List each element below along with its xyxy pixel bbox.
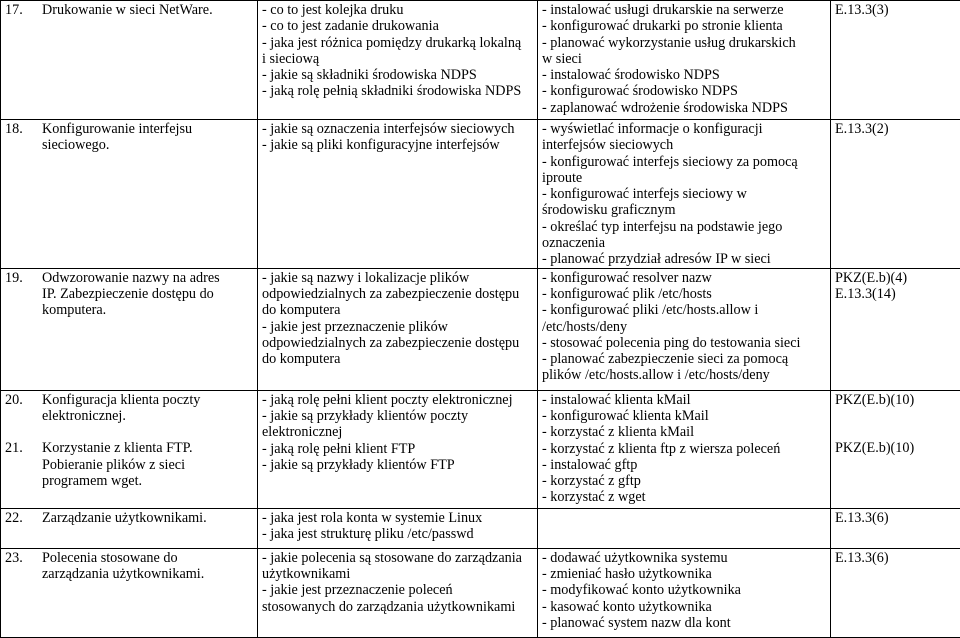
topic-title-continued: IP. Zabezpieczenie dostępu do xyxy=(5,286,253,302)
knowledge-cell xyxy=(258,120,538,269)
knowledge-line: elektronicznej xyxy=(262,424,533,440)
reference-code: E.13.3(3) xyxy=(835,2,956,18)
skill-line: - planować wykorzystanie usług drukarskich xyxy=(542,35,826,51)
reference-cell xyxy=(831,1,960,120)
knowledge-line: - jakie są oznaczenia interfejsów sieciowych xyxy=(262,121,533,137)
skill-line: - planować system nazw dla kont xyxy=(542,615,826,631)
skill-line: - planować przydział adresów IP w sieci xyxy=(542,251,826,267)
skill-line: plików /etc/hosts.allow i /etc/hosts/deny xyxy=(542,367,826,383)
skill-line: - konfigurować środowisko NDPS xyxy=(542,83,826,99)
knowledge-line: - jakie są pliki konfiguracyjne interfejsów xyxy=(262,137,533,153)
knowledge-line: użytkownikami xyxy=(262,566,533,582)
topic-title-continued: komputera. xyxy=(5,302,253,318)
skill-line: - planować zabezpieczenie sieci za pomocą xyxy=(542,351,826,367)
skill-line: - określać typ interfejsu na podstawie jego xyxy=(542,219,826,235)
topic-cell xyxy=(1,548,258,637)
skills-cell xyxy=(538,548,831,637)
knowledge-line: stosowanych do zarządzania użytkownikami xyxy=(262,599,533,615)
skill-line: środowisku graficznym xyxy=(542,202,826,218)
skills-cell xyxy=(538,268,831,390)
knowledge-cell xyxy=(258,508,538,548)
reference-code: E.13.3(6) xyxy=(835,510,956,526)
knowledge-line: - jakie są nazwy i lokalizacje plików xyxy=(262,270,533,286)
knowledge-line: - jakie są przykłady klientów poczty xyxy=(262,408,533,424)
topic-number: 20. xyxy=(5,392,42,408)
knowledge-cell xyxy=(258,268,538,390)
topic-title-continued: elektronicznej. xyxy=(5,408,253,424)
knowledge-line: - jakie polecenia są stosowane do zarządzania xyxy=(262,550,533,566)
skill-line: - instalować klienta kMail xyxy=(542,392,826,408)
knowledge-line: - jakie jest przeznaczenie poleceń xyxy=(262,582,533,598)
topic-title: Korzystanie z klienta FTP. xyxy=(42,440,193,456)
reference-cell xyxy=(831,120,960,269)
topic-title-continued: zarządzania użytkownikami. xyxy=(5,566,253,582)
table-row xyxy=(1,1,960,120)
reference-code: PKZ(E.b)(4) xyxy=(835,270,956,286)
skill-line: /etc/hosts/deny xyxy=(542,319,826,335)
skill-line: - konfigurować drukarki po stronie klienta xyxy=(542,18,826,34)
skill-line: - instalować usługi drukarskie na serwerze xyxy=(542,2,826,18)
skill-line: - instalować środowisko NDPS xyxy=(542,67,826,83)
topic-title-continued: sieciowego. xyxy=(5,137,253,153)
table-row xyxy=(1,390,960,508)
knowledge-line: - jakie są przykłady klientów FTP xyxy=(262,457,533,473)
topic-title: Drukowanie w sieci NetWare. xyxy=(42,2,213,18)
skills-cell xyxy=(538,1,831,120)
knowledge-line: odpowiedzialnych za zabezpieczenie dostępu xyxy=(262,335,533,351)
topic-title-continued: Pobieranie plików z sieci xyxy=(5,457,253,473)
topic-title: Odwzorowanie nazwy na adres xyxy=(42,270,220,286)
topic-title: Konfiguracja klienta poczty xyxy=(42,392,200,408)
skill-line: - korzystać z klienta kMail xyxy=(542,424,826,440)
skill-line: - modyfikować konto użytkownika xyxy=(542,582,826,598)
topic-title: Konfigurowanie interfejsu xyxy=(42,121,192,137)
skill-line: iproute xyxy=(542,170,826,186)
topic-cell xyxy=(1,120,258,269)
reference-code: PKZ(E.b)(10) xyxy=(835,440,956,456)
table-row xyxy=(1,268,960,390)
skill-line: - zaplanować wdrożenie środowiska NDPS xyxy=(542,100,826,116)
knowledge-line: odpowiedzialnych za zabezpieczenie dostępu xyxy=(262,286,533,302)
skill-line: w sieci xyxy=(542,51,826,67)
topic-cell xyxy=(1,1,258,120)
skill-line: oznaczenia xyxy=(542,235,826,251)
knowledge-cell xyxy=(258,390,538,508)
skill-line: - konfigurować interfejs sieciowy za pomocą xyxy=(542,154,826,170)
skill-line: - korzystać z wget xyxy=(542,489,826,505)
topic-cell xyxy=(1,268,258,390)
skill-line: - korzystać z gftp xyxy=(542,473,826,489)
table-row xyxy=(1,508,960,548)
knowledge-cell xyxy=(258,1,538,120)
skill-line: - konfigurować interfejs sieciowy w xyxy=(542,186,826,202)
skills-cell xyxy=(538,508,831,548)
reference-cell xyxy=(831,548,960,637)
skill-line: - dodawać użytkownika systemu xyxy=(542,550,826,566)
skill-line: interfejsów sieciowych xyxy=(542,137,826,153)
skill-line: - konfigurować resolver nazw xyxy=(542,270,826,286)
skill-line: - korzystać z klienta ftp z wiersza poleceń xyxy=(542,441,826,457)
reference-code: E.13.3(2) xyxy=(835,121,956,137)
skill-line: - wyświetlać informacje o konfiguracji xyxy=(542,121,826,137)
topic-title: Polecenia stosowane do xyxy=(42,550,178,566)
knowledge-cell xyxy=(258,548,538,637)
skill-line: - konfigurować klienta kMail xyxy=(542,408,826,424)
topic-title-continued: programem wget. xyxy=(5,473,253,489)
skill-line: - stosować polecenia ping do testowania sieci xyxy=(542,335,826,351)
reference-cell xyxy=(831,390,960,508)
skills-cell xyxy=(538,120,831,269)
topic-number: 22. xyxy=(5,510,42,526)
reference-cell xyxy=(831,268,960,390)
knowledge-line: do komputera xyxy=(262,302,533,318)
skill-line: - konfigurować plik /etc/hosts xyxy=(542,286,826,302)
topic-number: 19. xyxy=(5,270,42,286)
knowledge-line: i sieciową xyxy=(262,51,533,67)
topic-number: 21. xyxy=(5,440,42,456)
reference-code: E.13.3(6) xyxy=(835,550,956,566)
knowledge-line: - co to jest kolejka druku xyxy=(262,2,533,18)
knowledge-line: - co to jest zadanie drukowania xyxy=(262,18,533,34)
knowledge-line: - jaką rolę pełnią składniki środowiska NDPS xyxy=(262,83,533,99)
topic-cell xyxy=(1,390,258,508)
skill-line: - instalować gftp xyxy=(542,457,826,473)
knowledge-line: - jakie jest przeznaczenie plików xyxy=(262,319,533,335)
topic-cell xyxy=(1,508,258,548)
knowledge-line: - jaka jest rola konta w systemie Linux xyxy=(262,510,533,526)
skill-line: - kasować konto użytkownika xyxy=(542,599,826,615)
knowledge-line: do komputera xyxy=(262,351,533,367)
skill-line: - zmieniać hasło użytkownika xyxy=(542,566,826,582)
skill-line: - konfigurować pliki /etc/hosts.allow i xyxy=(542,302,826,318)
table-row xyxy=(1,120,960,269)
topic-title: Zarządzanie użytkownikami. xyxy=(42,510,207,526)
topic-number: 23. xyxy=(5,550,42,566)
reference-cell xyxy=(831,508,960,548)
reference-code: PKZ(E.b)(10) xyxy=(835,392,956,408)
knowledge-line: - jakie są składniki środowiska NDPS xyxy=(262,67,533,83)
table-row xyxy=(1,548,960,637)
knowledge-line: - jaką rolę pełni klient poczty elektronicznej xyxy=(262,392,533,408)
topic-number: 17. xyxy=(5,2,42,18)
topic-number: 18. xyxy=(5,121,42,137)
knowledge-line: - jaka jest strukturę pliku /etc/passwd xyxy=(262,526,533,542)
skills-cell xyxy=(538,390,831,508)
reference-code: E.13.3(14) xyxy=(835,286,956,302)
knowledge-line: - jaką rolę pełni klient FTP xyxy=(262,441,533,457)
knowledge-line: - jaka jest różnica pomiędzy drukarką lokalną xyxy=(262,35,533,51)
